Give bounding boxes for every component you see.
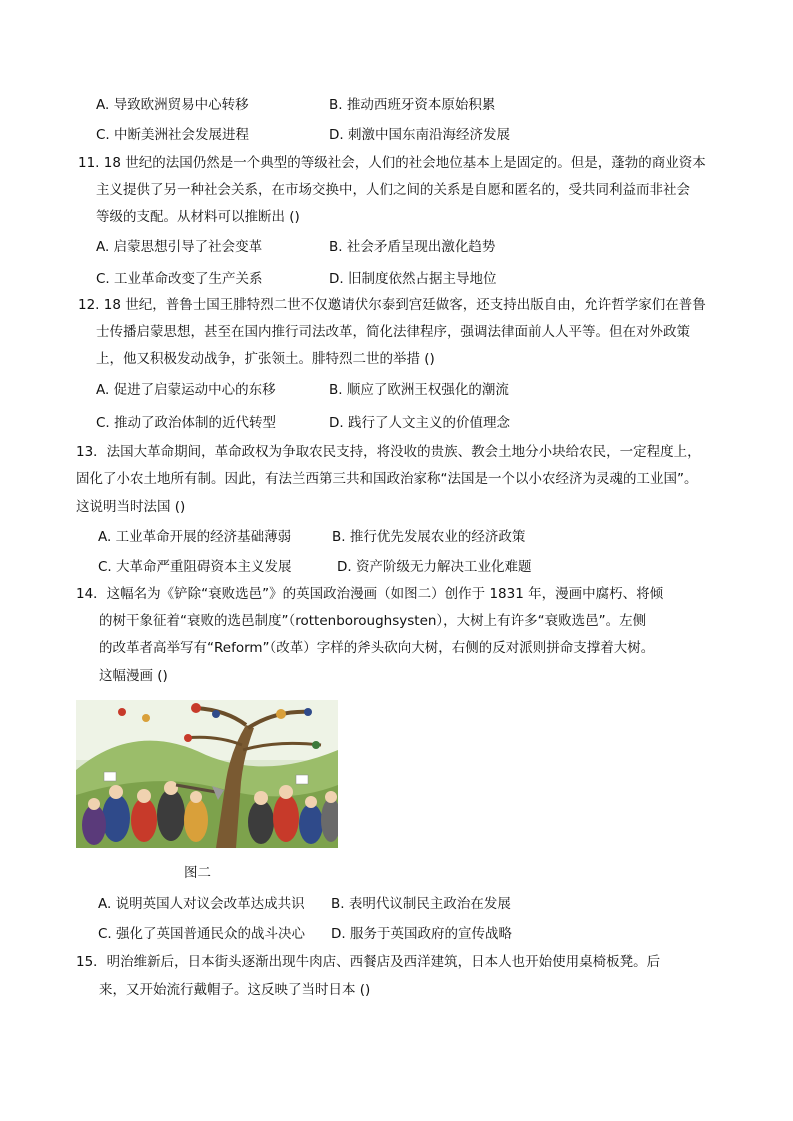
q14-option-c: C. 强化了英国普通民众的战斗决心 (98, 926, 306, 942)
q14-stem-line-2: 的树干象征着“衰败的选邑制度”（rottenboroughsysten），大树上有许多“衰败选邑”。左侧 (99, 613, 647, 629)
q12-option-b: B. 顺应了欧洲王权强化的潮流 (329, 382, 509, 398)
q13-option-b: B. 推行优先发展农业的经济政策 (332, 529, 526, 545)
q11-option-b: B. 社会矛盾呈现出激化趋势 (329, 239, 496, 255)
q12-option-a: A. 促进了启蒙运动中心的东移 (96, 382, 276, 398)
q14-stem-line-1: 14．这幅名为《铲除“衰败选邑”》的英国政治漫画（如图二）创作于 1831 年，漫画中腐朽、将倾 (76, 586, 664, 602)
q10-option-a: A. 导致欧洲贸易中心转移 (96, 97, 249, 113)
q10-option-c: C. 中断美洲社会发展进程 (96, 127, 250, 143)
q10-option-d: D. 刺激中国东南沿海经济发展 (329, 127, 510, 143)
q11-option-a: A. 启蒙思想引导了社会变革 (96, 239, 263, 255)
q12-stem-line-1: 12. 18 世纪，普鲁士国王腓特烈二世不仅邀请伏尔泰到宫廷做客，还支持出版自由，允许哲学家们在普鲁 (78, 297, 706, 313)
q13-option-a: A. 工业革命开展的经济基础薄弱 (98, 529, 292, 545)
q11-stem-line-2: 主义提供了另一种社会关系，在市场交换中，人们之间的关系是自愿和匿名的，受共同利益而非社会 (96, 182, 690, 198)
q13-stem-line-1: 13．法国大革命期间，革命政权为争取农民支持，将没收的贵族、教会土地分小块给农民，一定程度上， (76, 444, 701, 460)
q10-option-b: B. 推动西班牙资本原始积累 (329, 97, 496, 113)
figure-caption: 图二 (184, 865, 211, 881)
q11-stem-line-1: 11. 18 世纪的法国仍然是一个典型的等级社会，人们的社会地位基本上是固定的。但是，蓬勃的商业资本 (78, 155, 706, 171)
q12-stem-line-2: 士传播启蒙思想，甚至在国内推行司法改革，简化法律程序，强调法律面前人人平等。但在对外政策 (96, 324, 690, 340)
political-cartoon-image (76, 700, 338, 848)
q11-stem-line-3: 等级的支配。从材料可以推断出 () (96, 209, 300, 225)
q12-option-c: C. 推动了政治体制的近代转型 (96, 415, 277, 431)
q12-option-d: D. 践行了人文主义的价值理念 (329, 415, 510, 431)
q14-option-b: B. 表明代议制民主政治在发展 (331, 896, 511, 912)
q11-option-c: C. 工业革命改变了生产关系 (96, 271, 263, 287)
q12-stem-line-3: 上，他又积极发动战争，扩张领土。腓特烈二世的举措 () (96, 351, 435, 367)
q11-option-d: D. 旧制度依然占据主导地位 (329, 271, 497, 287)
q13-stem-line-3: 这说明当时法国 () (76, 499, 186, 515)
q14-option-d: D. 服务于英国政府的宣传战略 (331, 926, 512, 942)
q13-option-c: C. 大革命严重阻碍资本主义发展 (98, 559, 292, 575)
q13-stem-line-2: 固化了小农土地所有制。因此，有法兰西第三共和国政治家称“法国是一个以小农经济为灵魂的工业国”。 (76, 471, 698, 487)
q15-stem-line-2: 来，又开始流行戴帽子。这反映了当时日本 () (99, 982, 371, 998)
q14-stem-line-4: 这幅漫画 () (99, 668, 168, 684)
q13-option-d: D. 资产阶级无力解决工业化难题 (337, 559, 532, 575)
q15-stem-line-1: 15．明治维新后，日本街头逐渐出现牛肉店、西餐店及西洋建筑，日本人也开始使用桌椅板凳。后 (76, 954, 661, 970)
q14-option-a: A. 说明英国人对议会改革达成共识 (98, 896, 305, 912)
q14-stem-line-3: 的改革者高举写有“Reform”（改革）字样的斧头砍向大树，右侧的反对派则拼命支撑着大树。 (99, 640, 655, 656)
